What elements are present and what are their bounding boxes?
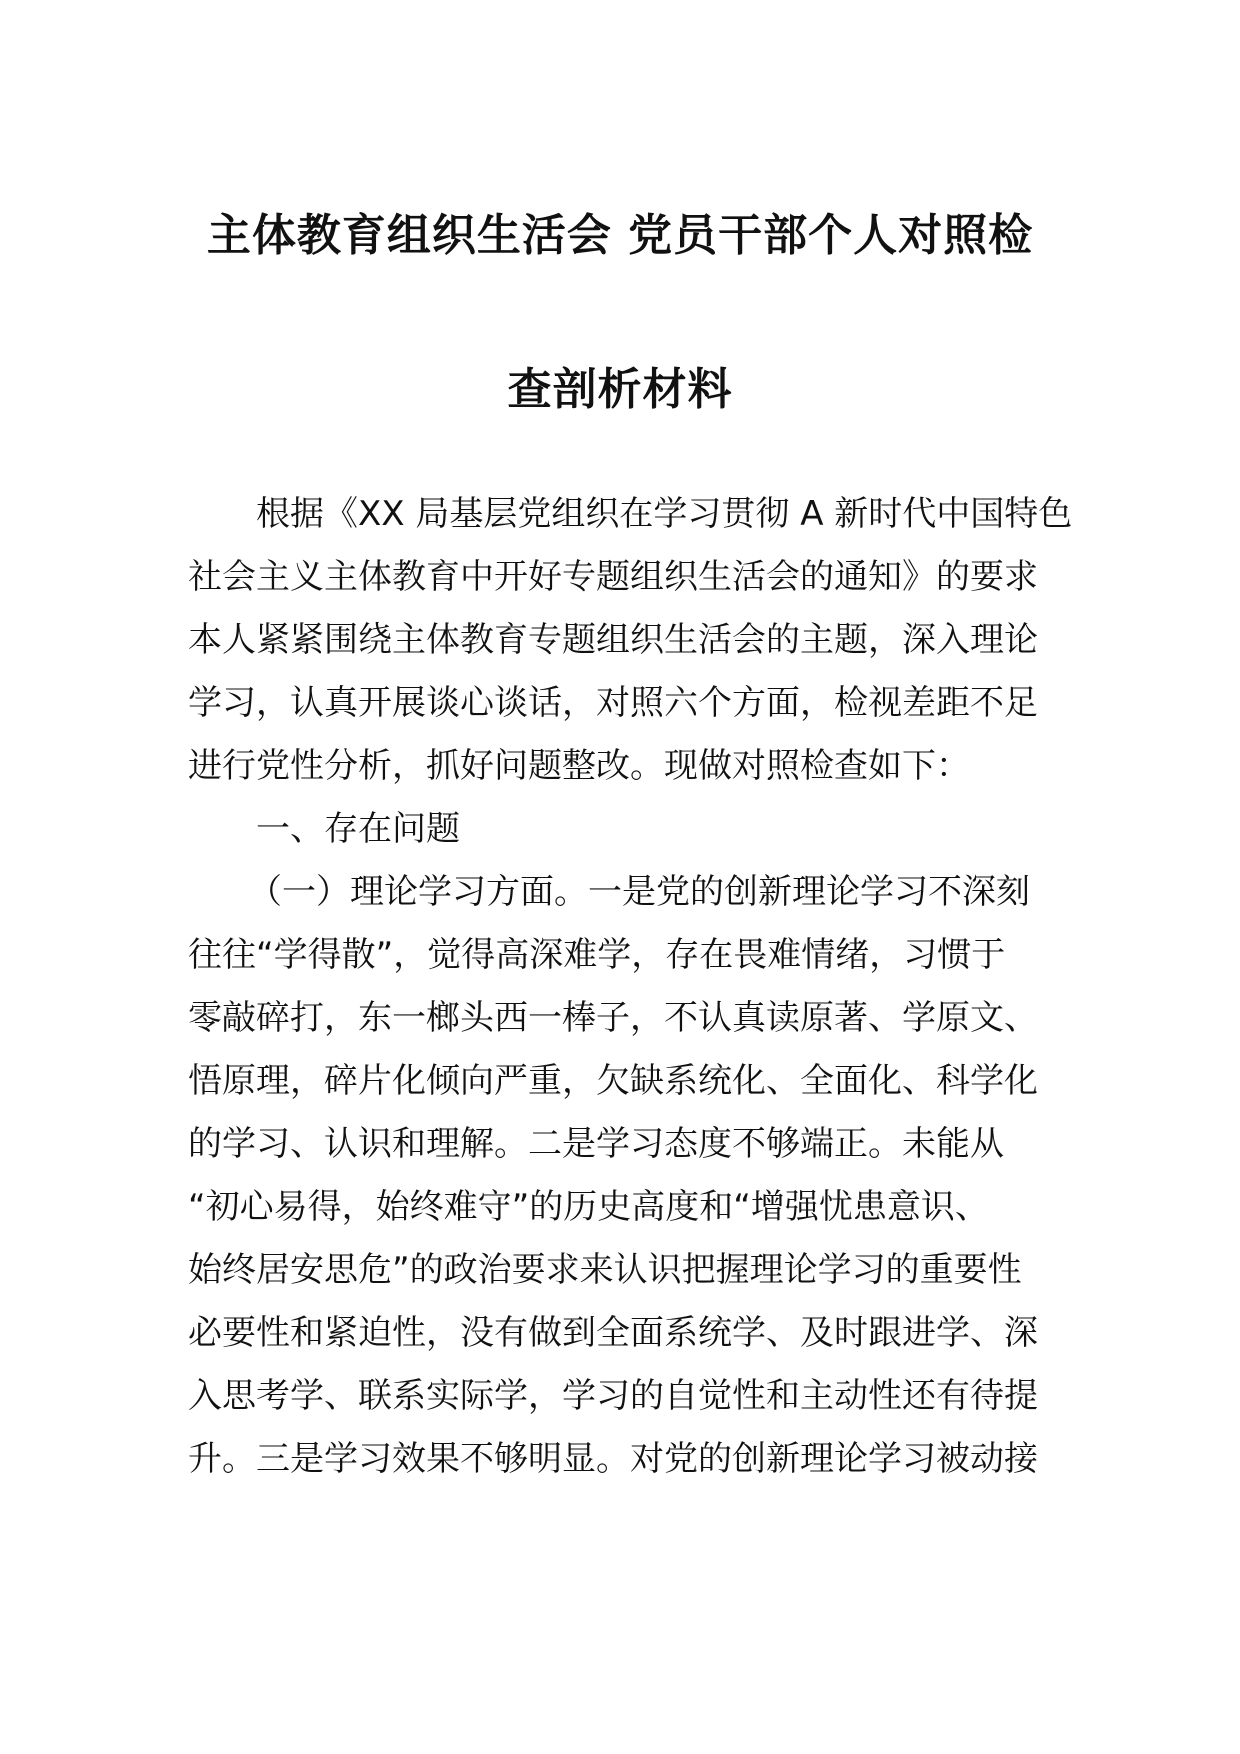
document-title-line-1: 主体教育组织生活会 党员干部个人对照检 — [206, 210, 1034, 261]
intro-line-3: 本人紧紧围绕主体教育专题组织生活会的主题，深入理论 — [188, 620, 1038, 660]
intro-line-5: 进行党性分析，抓好问题整改。现做对照检查如下： — [188, 746, 970, 786]
body-line-3: 零敲碎打，东一榔头西一棒子，不认真读原著、学原文、 — [188, 998, 1038, 1038]
intro-line-4: 学习，认真开展谈心谈话，对照六个方面，检视差距不足 — [188, 683, 1038, 723]
document-title-line-2: 查剖析材料 — [507, 364, 733, 415]
section-heading: 一、存在问题 — [256, 809, 460, 849]
intro-line-2: 社会主义主体教育中开好专题组织生活会的通知》的要求 — [188, 557, 1038, 597]
body-line-6: “初心易得，始终难守”的历史高度和“增强忧患意识、 — [188, 1187, 989, 1227]
body-line-1: （一）理论学习方面。一是党的创新理论学习不深刻 — [248, 872, 1030, 912]
body-line-9: 入思考学、联系实际学，学习的自觉性和主动性还有待提 — [188, 1376, 1038, 1416]
intro-line-1: 根据《XX 局基层党组织在学习贯彻 A 新时代中国特色 — [256, 494, 1073, 534]
body-line-4: 悟原理，碎片化倾向严重，欠缺系统化、全面化、科学化 — [188, 1061, 1038, 1101]
body-line-5: 的学习、认识和理解。二是学习态度不够端正。未能从 — [188, 1124, 1004, 1164]
body-line-7: 始终居安思危”的政治要求来认识把握理论学习的重要性 — [188, 1250, 1022, 1290]
body-line-10: 升。三是学习效果不够明显。对党的创新理论学习被动接 — [188, 1439, 1038, 1479]
body-line-2: 往往“学得散”，觉得高深难学，存在畏难情绪，习惯于 — [188, 935, 1006, 975]
body-line-8: 必要性和紧迫性，没有做到全面系统学、及时跟进学、深 — [188, 1313, 1038, 1353]
